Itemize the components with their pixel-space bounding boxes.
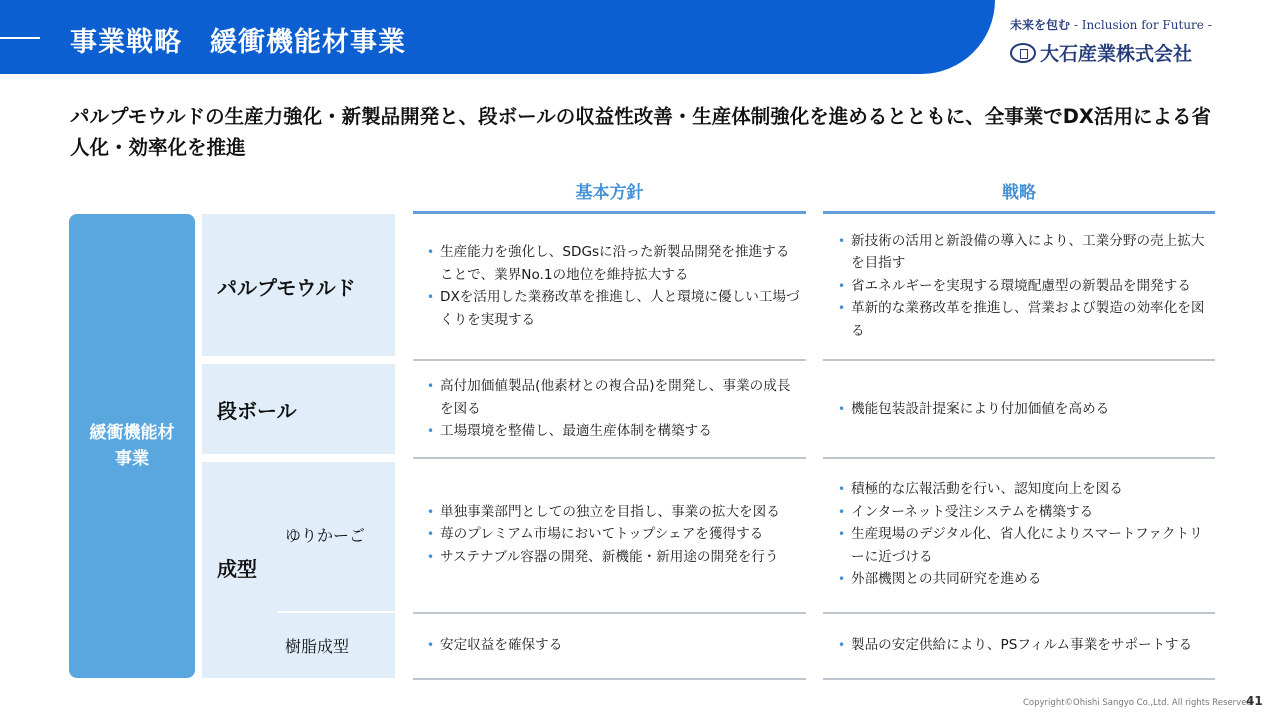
sub-category-divider [278,611,395,613]
list-item: • 省エネルギーを実現する環境配慮型の新製品を開発する [836,275,1211,298]
row-divider [413,678,806,680]
column-header-strategy: 戦略 [1002,183,1036,203]
list-item: • 単独事業部門としての独立を目指し、事業の拡大を図る [425,501,780,524]
list-item: • 機能包装設計提案により付加価値を高める [836,398,1109,421]
segment-block [69,214,195,678]
company-logo-icon [1010,43,1036,63]
strategy-cell-cardboard [836,361,1211,457]
lead-statement: パルプモウルドの生産力強化・新製品開発と、段ボールの収益性改善・生産体制強化を進めるとともに、全事業でDX活用による省人化・効率化を推進 [70,105,1211,159]
page-title: 事業戦略 緩衝機能材事業 [70,27,406,58]
list-item: • 新技術の活用と新設備の導入により、工業分野の売上拡大を目指す [836,230,1211,275]
list-item: • サステナブル容器の開発、新機能・新用途の開発を行う [425,546,780,569]
brand-block [1010,16,1250,66]
row-divider [823,678,1215,680]
list-item: • 製品の安定供給により、PSフィルム事業をサポートする [836,634,1192,657]
page-number: 41 [1246,694,1263,708]
category-label-cardboard: 段ボール [217,399,297,423]
brand-tagline-en: - Inclusion for Future - [1070,18,1212,32]
brand-row [1010,39,1250,66]
list-item: • 革新的な業務改革を推進し、営業および製造の効率化を図る [836,297,1211,342]
list-item: • 積極的な広報活動を行い、認知度向上を図る [836,478,1211,501]
segment-label-line2: 事業 [115,449,149,469]
list-item: • 生産能力を強化し、SDGsに沿った新製品開発を推進することで、業界No.1の地位を維持拡大する [425,241,800,286]
strategy-cell-pulp-mould [836,214,1211,358]
brand-tagline-jp: 未来を包む [1010,18,1071,32]
policy-cell-yurikago [425,459,800,610]
list-item: • 工場環境を整備し、最適生産体制を構築する [425,420,800,443]
policy-cell-cardboard [425,361,800,457]
copyright-text: Copyright©Ohishi Sangyo Co.,Ltd. All rights Reserved [1023,698,1252,708]
list-item: • DXを活用した業務改革を推進し、人と環境に優しい工場づくりを実現する [425,286,800,331]
policy-cell-pulp-mould [425,214,800,358]
sub-category-label-resin-molding: 樹脂成型 [285,637,350,656]
category-label-molding: 成型 [217,557,257,581]
category-label-pulp-mould: パルプモウルド [217,276,356,300]
list-item: • インターネット受注システムを構築する [836,501,1211,524]
list-item: • 高付加価値製品(他素材との複合品)を開発し、事業の成長を図る [425,375,800,420]
sub-category-label-yurikago: ゆりかーご [285,526,366,545]
strategy-cell-yurikago [836,459,1211,610]
company-name: 大石産業株式会社 [1040,43,1193,65]
column-header-basic-policy: 基本方針 [575,183,644,203]
list-item: • 生産現場のデジタル化、省人化によりスマートファクトリーに近づける [836,523,1211,568]
list-item: • 苺のプレミアム市場においてトップシェアを獲得する [425,523,780,546]
segment-label-line1: 緩衝機能材 [89,423,175,443]
strategy-cell-resin-molding [836,614,1211,677]
list-item: • 外部機関との共同研究を進める [836,568,1211,591]
policy-cell-resin-molding [425,614,800,677]
header-accent-line [0,37,40,39]
brand-tagline [1010,16,1250,33]
list-item: • 安定収益を確保する [425,634,562,657]
